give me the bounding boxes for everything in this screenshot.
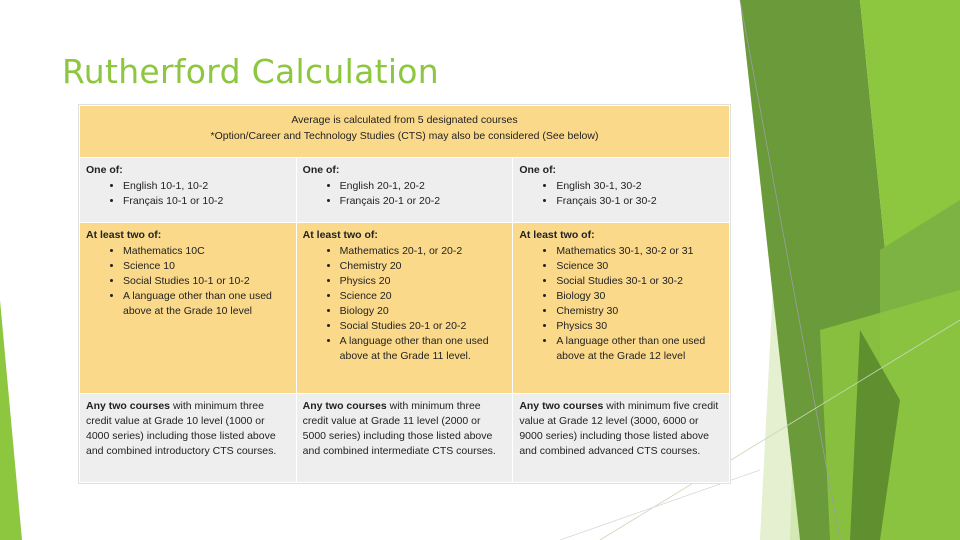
list-item: • English 20-1, 20-2 — [340, 179, 507, 194]
list-item: • Social Studies 30-1 or 30-2 — [556, 274, 723, 289]
list-item: • A language other than one used above at the Grade 11 level. — [340, 334, 507, 364]
course-list — [303, 179, 507, 209]
any-rest-text: with minimum three credit value at Grade 10 level (1000 or 4000 series) including those listed above and combined introductory CTS courses. — [86, 400, 277, 457]
list-item: • Français 30-1 or 30-2 — [556, 194, 723, 209]
left-edge-sliver — [0, 300, 22, 540]
header-row — [80, 106, 729, 157]
list-item: • Social Studies 20-1 or 20-2 — [340, 319, 507, 334]
any-cell-grade12 — [513, 394, 729, 482]
any-cell-grade11 — [297, 394, 513, 482]
cell-title: At least two of: — [302, 229, 378, 241]
cell-title: At least two of: — [86, 229, 162, 241]
at-least-cell-grade11 — [297, 223, 513, 393]
course-table — [79, 105, 730, 483]
list-item: • Mathematics 10C — [123, 244, 290, 259]
list-item: • A language other than one used above at the Grade 12 level — [556, 334, 723, 364]
english-cell-grade12 — [513, 158, 729, 222]
english-row — [80, 158, 729, 222]
list-item: • English 30-1, 30-2 — [556, 179, 723, 194]
any-bold-text: Any two courses — [519, 400, 604, 412]
list-item: • English 10-1, 10-2 — [123, 179, 290, 194]
any-two-courses-row — [80, 394, 729, 482]
cell-title: One of: — [302, 164, 340, 176]
any-rest-text: with minimum five credit value at Grade 12 level (3000, 6000 or 9000 series) including those listed above and combined advanced CTS courses. — [519, 400, 719, 457]
any-cell-grade10 — [80, 394, 296, 482]
list-item: • Science 20 — [340, 289, 507, 304]
course-list — [519, 179, 723, 209]
list-item: • Chemistry 20 — [340, 259, 507, 274]
any-bold-text: Any two courses — [302, 400, 387, 412]
list-item: • Biology 30 — [556, 289, 723, 304]
slide-title: Rutherford Calculation — [62, 52, 440, 91]
any-bold-text: Any two courses — [86, 400, 171, 412]
list-item: • Français 20-1 or 20-2 — [340, 194, 507, 209]
list-item: • Mathematics 20-1, or 20-2 — [340, 244, 507, 259]
at-least-two-row — [80, 223, 729, 393]
cell-title: One of: — [519, 164, 557, 176]
list-item: • Science 10 — [123, 259, 290, 274]
course-list — [86, 179, 290, 209]
course-list — [303, 244, 507, 364]
course-list — [86, 244, 290, 319]
list-item: • Mathematics 30-1, 30-2 or 31 — [556, 244, 723, 259]
list-item: • Social Studies 10-1 or 10-2 — [123, 274, 290, 289]
cell-title: One of: — [86, 164, 123, 176]
english-cell-grade10 — [80, 158, 296, 222]
course-list — [519, 244, 723, 364]
at-least-cell-grade10 — [80, 223, 296, 393]
english-cell-grade11 — [297, 158, 513, 222]
list-item: • Science 30 — [556, 259, 723, 274]
list-item: • Biology 20 — [340, 304, 507, 319]
list-item: • A language other than one used above at the Grade 10 level — [123, 289, 290, 319]
rutherford-table — [78, 104, 731, 484]
list-item: • Français 10-1 or 10-2 — [123, 194, 290, 209]
cell-title: At least two of: — [519, 229, 595, 241]
header-line-2: *Option/Career and Technology Studies (CTS) may also be considered (See below) — [210, 130, 599, 142]
header-cell — [80, 106, 729, 157]
list-item: • Chemistry 30 — [556, 304, 723, 319]
at-least-cell-grade12 — [513, 223, 729, 393]
list-item: • Physics 20 — [340, 274, 507, 289]
list-item: • Physics 30 — [556, 319, 723, 334]
any-rest-text: with minimum three credit value at Grade 11 level (2000 or 5000 series) including those listed above and combined intermediate CTS courses. — [302, 400, 496, 457]
header-line-1: Average is calculated from 5 designated courses — [291, 114, 518, 126]
